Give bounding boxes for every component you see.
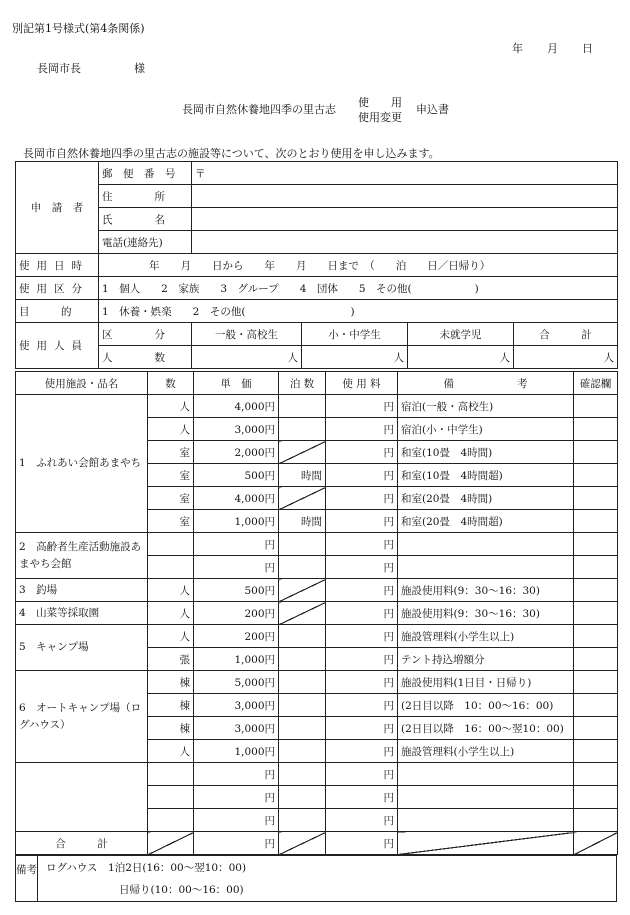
- unit-price-cell: 1,000円: [194, 740, 279, 763]
- name-label: 氏 名: [99, 208, 192, 231]
- nights-cell[interactable]: 時間: [279, 510, 326, 533]
- check-cell[interactable]: [574, 533, 618, 556]
- facilities-table: [15, 371, 618, 855]
- table-row: [16, 602, 618, 625]
- table-row: [16, 671, 618, 694]
- qty-cell[interactable]: 棟: [148, 671, 194, 694]
- users-col-total: 合 計: [514, 323, 618, 346]
- unit-price-cell: 3,000円: [194, 694, 279, 717]
- title-suffix: 申込書: [416, 103, 449, 116]
- usage-category-field[interactable]: 1 個人 2 家族 3 グループ 4 団体 5 その他( ): [99, 277, 618, 300]
- col-header-fee: 使 用 料: [326, 372, 398, 395]
- total-nights-cell: [279, 832, 326, 855]
- qty-cell[interactable]: 人: [148, 579, 194, 602]
- fee-cell[interactable]: 円: [326, 786, 398, 809]
- qty-cell[interactable]: [148, 809, 194, 832]
- date-month-label: 月: [547, 42, 558, 55]
- usage-date-field[interactable]: 年 月 日から 年 月 日まで （ 泊 日／日帰り）: [99, 254, 618, 277]
- total-label: 合 計: [16, 832, 148, 855]
- nights-cell[interactable]: [279, 763, 326, 786]
- users-count-general[interactable]: 人: [192, 346, 302, 369]
- check-cell[interactable]: [574, 625, 618, 648]
- purpose-field[interactable]: 1 休養・娯楽 2 その他( ): [99, 300, 618, 323]
- remarks-cell: 施設使用料(9：30〜16：30): [398, 579, 574, 602]
- nights-cell[interactable]: [279, 556, 326, 579]
- qty-cell[interactable]: 張: [148, 648, 194, 671]
- total-remarks-cell: [398, 832, 574, 855]
- title-option-use: 使 用: [358, 96, 402, 109]
- table-row: [16, 579, 618, 602]
- unit-price-cell: 3,000円: [194, 717, 279, 740]
- nights-cell[interactable]: 時間: [279, 464, 326, 487]
- nights-cell[interactable]: [279, 717, 326, 740]
- qty-cell[interactable]: 人: [148, 602, 194, 625]
- fee-cell[interactable]: 円: [326, 717, 398, 740]
- fee-cell[interactable]: 円: [326, 487, 398, 510]
- remarks-cell: (2日目以降 10：00〜16：00): [398, 694, 574, 717]
- users-col-student: 小・中学生: [302, 323, 408, 346]
- check-cell[interactable]: [574, 464, 618, 487]
- unit-price-cell: 4,000円: [194, 487, 279, 510]
- fee-cell[interactable]: 円: [326, 809, 398, 832]
- address-label: 住 所: [99, 185, 192, 208]
- nights-cell[interactable]: [279, 671, 326, 694]
- check-cell[interactable]: [574, 740, 618, 763]
- date-year-label: 年: [512, 42, 523, 55]
- check-cell[interactable]: [574, 809, 618, 832]
- nights-cell[interactable]: [279, 786, 326, 809]
- address-field[interactable]: [192, 185, 618, 208]
- remarks-cell: [398, 809, 574, 832]
- col-header-qty: 数: [148, 372, 194, 395]
- col-header-nights: 泊 数: [279, 372, 326, 395]
- total-qty-cell: [148, 832, 194, 855]
- nights-cell[interactable]: [279, 809, 326, 832]
- check-cell[interactable]: [574, 602, 618, 625]
- col-header-check: 確認欄: [574, 372, 618, 395]
- remarks-cell: 施設使用料(9：30〜16：30): [398, 602, 574, 625]
- title-option-change: 使用変更: [358, 111, 402, 124]
- fee-cell[interactable]: 円: [326, 763, 398, 786]
- notes-line-1: ログハウス 1泊2日(16：00〜翌10：00): [46, 862, 247, 874]
- notes-label: 備考: [16, 856, 38, 901]
- remarks-cell: (2日目以降 16：00〜翌10：00): [398, 717, 574, 740]
- postal-label: 郵 便 番 号: [99, 162, 192, 185]
- facility-name: [16, 763, 148, 832]
- facility-name: 4 山菜等採取園: [16, 602, 148, 625]
- users-col-preschool: 未就学児: [408, 323, 514, 346]
- unit-price-cell: 円: [194, 763, 279, 786]
- unit-price-cell: 円: [194, 786, 279, 809]
- qty-cell[interactable]: 室: [148, 510, 194, 533]
- remarks-cell: 施設管理料(小学生以上): [398, 740, 574, 763]
- fee-cell[interactable]: 円: [326, 740, 398, 763]
- remarks-cell: 和室(10畳 4時間): [398, 441, 574, 464]
- users-label: 使用人員: [16, 323, 99, 369]
- remarks-cell: テント持込増額分: [398, 648, 574, 671]
- table-row: [16, 625, 618, 648]
- unit-price-cell: 5,000円: [194, 671, 279, 694]
- fee-cell[interactable]: 円: [326, 602, 398, 625]
- table-row: [16, 763, 618, 786]
- unit-price-cell: 4,000円: [194, 395, 279, 418]
- qty-cell[interactable]: 人: [148, 740, 194, 763]
- unit-price-cell: 500円: [194, 464, 279, 487]
- fee-cell[interactable]: 円: [326, 464, 398, 487]
- nights-cell[interactable]: [279, 395, 326, 418]
- nights-cell[interactable]: [279, 487, 326, 510]
- applicant-label: 申 請 者: [16, 162, 99, 254]
- notes-line-2: 日帰り(10：00〜16：00): [119, 884, 244, 896]
- remarks-cell: 和室(20畳 4時間): [398, 487, 574, 510]
- phone-field[interactable]: [192, 231, 618, 254]
- col-header-name: 使用施設・品名: [16, 372, 148, 395]
- notes-box: [15, 855, 617, 902]
- check-cell[interactable]: [574, 763, 618, 786]
- postal-mark: 〒: [195, 167, 206, 180]
- check-cell[interactable]: [574, 786, 618, 809]
- facility-name: 1 ふれあい会館あまやち: [16, 395, 148, 533]
- remarks-cell: 施設使用料(1日目・日帰り): [398, 671, 574, 694]
- fee-cell[interactable]: 円: [326, 648, 398, 671]
- check-cell[interactable]: [574, 441, 618, 464]
- nights-cell[interactable]: [279, 740, 326, 763]
- date-day-label: 日: [582, 42, 593, 55]
- remarks-cell: [398, 763, 574, 786]
- fee-cell[interactable]: 円: [326, 556, 398, 579]
- qty-cell[interactable]: 人: [148, 418, 194, 441]
- intro-text: 長岡市自然休養地四季の里古志の施設等について、次のとおり使用を申し込みます。: [23, 147, 440, 160]
- qty-cell[interactable]: 棟: [148, 717, 194, 740]
- qty-cell[interactable]: 人: [148, 625, 194, 648]
- postal-field[interactable]: [192, 162, 618, 185]
- users-category-label: 区 分: [99, 323, 192, 346]
- nights-cell[interactable]: [279, 533, 326, 556]
- users-count-student[interactable]: 人: [302, 346, 408, 369]
- check-cell[interactable]: [574, 579, 618, 602]
- nights-cell[interactable]: [279, 694, 326, 717]
- unit-price-cell: 500円: [194, 579, 279, 602]
- usage-category-label: 使用区分: [16, 277, 99, 300]
- facility-name: 6 オートキャンプ場（ログハウス）: [16, 671, 148, 763]
- nights-cell[interactable]: [279, 418, 326, 441]
- users-count-total[interactable]: 人: [514, 346, 618, 369]
- total-price-cell: 円: [194, 832, 279, 855]
- check-cell[interactable]: [574, 418, 618, 441]
- qty-cell[interactable]: [148, 763, 194, 786]
- phone-label: 電話(連絡先): [99, 231, 192, 254]
- facility-name: 3 釣場: [16, 579, 148, 602]
- remarks-cell: 宿泊(小・中学生): [398, 418, 574, 441]
- form-title: 長岡市自然休養地四季の里古志: [182, 103, 336, 116]
- remarks-cell: [398, 786, 574, 809]
- fee-cell[interactable]: 円: [326, 579, 398, 602]
- check-cell[interactable]: [574, 510, 618, 533]
- col-header-unit-price: 単 価: [194, 372, 279, 395]
- form-number: 別記第1号様式(第4条関係): [12, 22, 145, 35]
- nights-cell[interactable]: [279, 625, 326, 648]
- nights-cell[interactable]: [279, 579, 326, 602]
- qty-cell[interactable]: 棟: [148, 694, 194, 717]
- check-cell[interactable]: [574, 717, 618, 740]
- remarks-cell: [398, 533, 574, 556]
- fee-cell[interactable]: 円: [326, 418, 398, 441]
- check-cell[interactable]: [574, 395, 618, 418]
- table-row: [16, 395, 618, 418]
- remarks-cell: 宿泊(一般・高校生): [398, 395, 574, 418]
- purpose-label: 目 的: [16, 300, 99, 323]
- check-cell[interactable]: [574, 556, 618, 579]
- total-check-cell: [574, 832, 618, 855]
- qty-cell[interactable]: 人: [148, 395, 194, 418]
- check-cell[interactable]: [574, 648, 618, 671]
- fee-cell[interactable]: 円: [326, 395, 398, 418]
- nights-cell[interactable]: [279, 602, 326, 625]
- addressee-honorific: 様: [134, 62, 145, 75]
- remarks-cell: 施設管理料(小学生以上): [398, 625, 574, 648]
- unit-price-cell: 2,000円: [194, 441, 279, 464]
- addressee: 長岡市長: [37, 62, 81, 75]
- unit-price-cell: 1,000円: [194, 510, 279, 533]
- qty-cell[interactable]: [148, 533, 194, 556]
- unit-price-cell: 200円: [194, 602, 279, 625]
- unit-price-cell: 200円: [194, 625, 279, 648]
- total-fee-cell[interactable]: 円: [326, 832, 398, 855]
- fee-cell[interactable]: 円: [326, 625, 398, 648]
- users-count-preschool[interactable]: 人: [408, 346, 514, 369]
- total-row: [16, 832, 618, 855]
- qty-cell[interactable]: 室: [148, 441, 194, 464]
- unit-price-cell: 3,000円: [194, 418, 279, 441]
- application-table: [15, 161, 618, 369]
- qty-cell[interactable]: [148, 786, 194, 809]
- name-field[interactable]: [192, 208, 618, 231]
- fee-cell[interactable]: 円: [326, 533, 398, 556]
- facility-name: 5 キャンプ場: [16, 625, 148, 671]
- remarks-cell: 和室(20畳 4時間超): [398, 510, 574, 533]
- table-row: [16, 533, 618, 556]
- users-count-label: 人 数: [99, 346, 192, 369]
- users-col-general: 一般・高校生: [192, 323, 302, 346]
- qty-cell[interactable]: [148, 556, 194, 579]
- qty-cell[interactable]: 室: [148, 487, 194, 510]
- unit-price-cell: 円: [194, 556, 279, 579]
- facility-name: 2 高齢者生産活動施設あまやち会館: [16, 533, 148, 579]
- check-cell[interactable]: [574, 671, 618, 694]
- col-header-remarks: 備 考: [398, 372, 574, 395]
- fee-cell[interactable]: 円: [326, 510, 398, 533]
- fee-cell[interactable]: 円: [326, 441, 398, 464]
- usage-date-label: 使用日時: [16, 254, 99, 277]
- unit-price-cell: 円: [194, 533, 279, 556]
- nights-cell[interactable]: [279, 648, 326, 671]
- nights-cell[interactable]: [279, 441, 326, 464]
- check-cell[interactable]: [574, 694, 618, 717]
- check-cell[interactable]: [574, 487, 618, 510]
- fee-cell[interactable]: 円: [326, 694, 398, 717]
- remarks-cell: [398, 556, 574, 579]
- fee-cell[interactable]: 円: [326, 671, 398, 694]
- unit-price-cell: 円: [194, 809, 279, 832]
- unit-price-cell: 1,000円: [194, 648, 279, 671]
- remarks-cell: 和室(10畳 4時間超): [398, 464, 574, 487]
- qty-cell[interactable]: 室: [148, 464, 194, 487]
